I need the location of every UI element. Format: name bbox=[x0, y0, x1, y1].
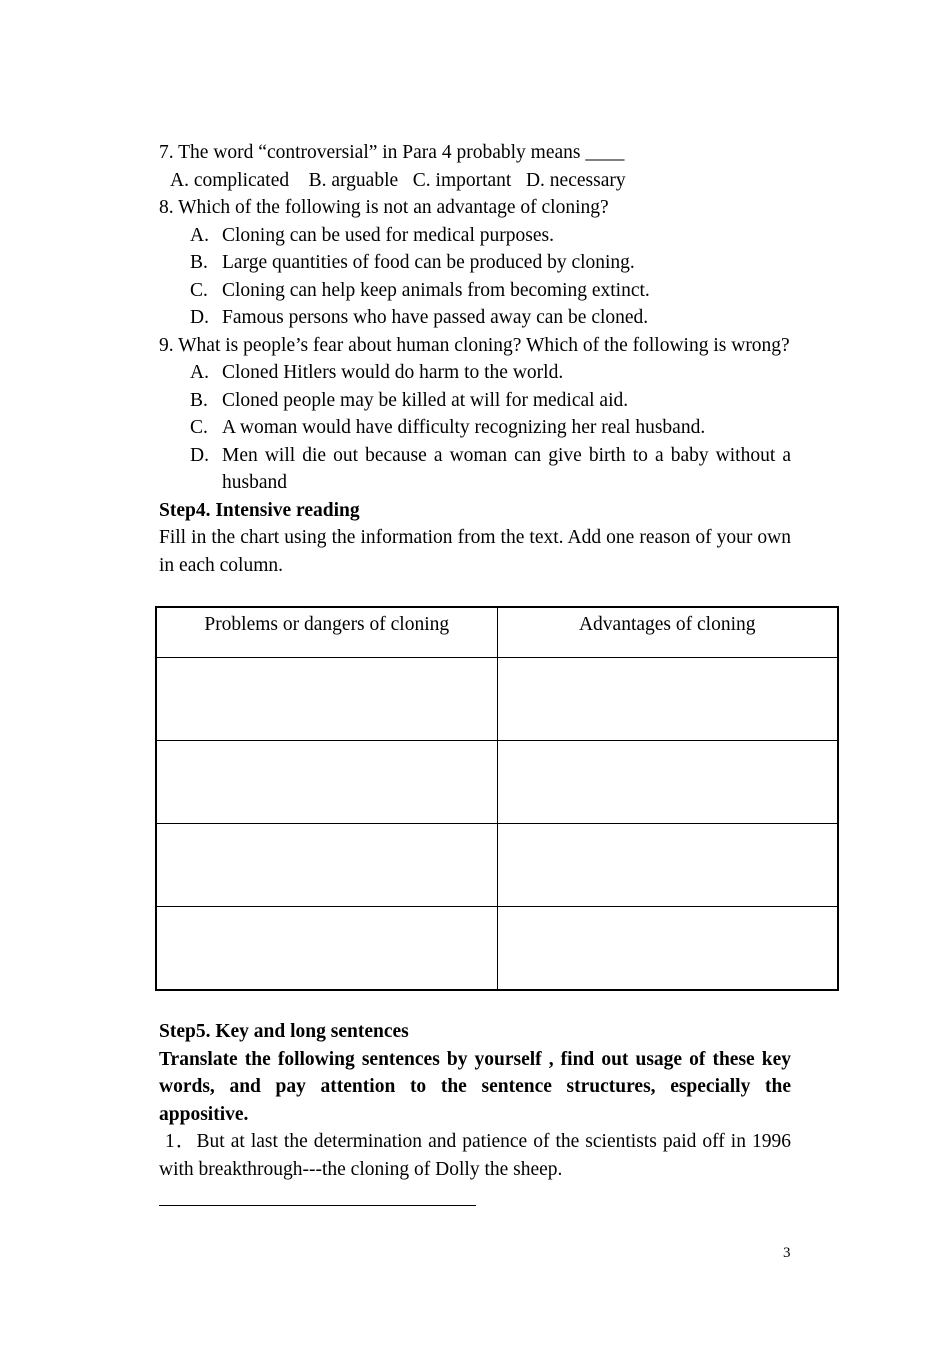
option-text: A woman would have difficulty recognizing her real husband. bbox=[222, 417, 706, 438]
table-row bbox=[156, 824, 838, 907]
option-label: B. bbox=[190, 389, 208, 411]
question-8-option-d bbox=[159, 304, 791, 332]
question-9-stem: 9. What is people’s fear about human cloning? Which of the following is wrong? bbox=[159, 334, 790, 356]
table-row bbox=[156, 741, 838, 824]
question-7-options: A. complicated B. arguable C. important D. necessary bbox=[170, 169, 626, 191]
step5-instruction: Translate the following sentences by yourself , find out usage of these key words, and pay attention to the sentence structures, especially the appositive. bbox=[159, 1048, 791, 1125]
question-9-option-a bbox=[159, 359, 791, 387]
option-label: D. bbox=[190, 444, 209, 466]
page-number: 3 bbox=[783, 1245, 791, 1261]
option-label: C. bbox=[190, 279, 208, 301]
question-7-stem: 7. The word “controversial” in Para 4 probably means ____ bbox=[159, 142, 625, 163]
option-label: A. bbox=[190, 362, 209, 383]
cloning-chart-table bbox=[155, 606, 839, 991]
table-header-row bbox=[156, 607, 838, 658]
option-label: D. bbox=[190, 307, 209, 328]
step5-heading: Step5. Key and long sentences bbox=[159, 1021, 409, 1042]
option-text: Cloning can be used for medical purposes. bbox=[222, 224, 554, 246]
option-label: C. bbox=[190, 417, 208, 438]
step4-instruction: Fill in the chart using the information from the text. Add one reason of your own in each column. bbox=[159, 527, 791, 576]
question-8-stem: 8. Which of the following is not an advantage of cloning? bbox=[159, 197, 609, 218]
question-8-option-c bbox=[159, 277, 791, 305]
advantage-cell[interactable] bbox=[497, 907, 838, 991]
table-row bbox=[156, 907, 838, 991]
question-8-option-b bbox=[159, 249, 791, 277]
sentence-1: 1．But at last the determination and patience of the scientists paid off in 1996 with breakthrough---the cloning of Dolly the sheep. bbox=[159, 1131, 796, 1180]
problem-cell[interactable] bbox=[156, 658, 497, 741]
problem-cell[interactable] bbox=[156, 907, 497, 991]
advantage-cell[interactable] bbox=[497, 658, 838, 741]
advantage-cell[interactable] bbox=[497, 741, 838, 824]
option-text: Men will die out because a woman can give birth to a baby without a husband bbox=[222, 444, 791, 493]
option-label: B. bbox=[190, 252, 208, 273]
problem-cell[interactable] bbox=[156, 741, 497, 824]
problem-cell[interactable] bbox=[156, 824, 497, 907]
option-text: Famous persons who have passed away can be cloned. bbox=[222, 307, 649, 328]
question-9-option-d bbox=[159, 442, 791, 497]
option-text: Cloned people may be killed at will for medical aid. bbox=[222, 389, 629, 411]
table-row bbox=[156, 658, 838, 741]
question-8-option-a bbox=[159, 222, 791, 250]
option-text: Cloning can help keep animals from becoming extinct. bbox=[222, 279, 650, 301]
answer-blank-line[interactable] bbox=[159, 1205, 476, 1206]
option-label: A. bbox=[190, 224, 209, 246]
question-9-option-b bbox=[159, 387, 791, 415]
option-text: Cloned Hitlers would do harm to the world. bbox=[222, 362, 564, 383]
question-9-option-c bbox=[159, 414, 791, 442]
step4-heading: Step4. Intensive reading bbox=[159, 499, 360, 521]
header-advantages: Advantages of cloning bbox=[497, 607, 838, 658]
questions-section bbox=[159, 139, 791, 579]
header-problems: Problems or dangers of cloning bbox=[156, 607, 497, 658]
step5-section bbox=[159, 1018, 796, 1183]
option-text: Large quantities of food can be produced by cloning. bbox=[222, 252, 635, 273]
advantage-cell[interactable] bbox=[497, 824, 838, 907]
